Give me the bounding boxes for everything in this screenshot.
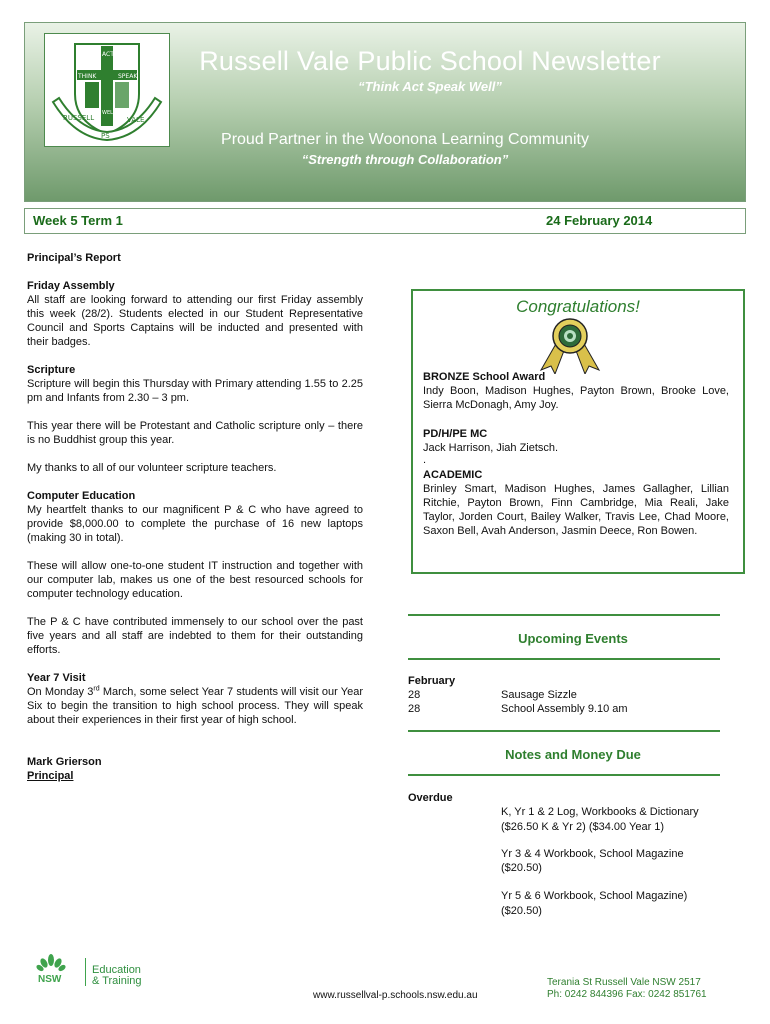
friday-assembly-heading: Friday Assembly (27, 280, 115, 292)
overdue-label: Overdue (408, 792, 453, 804)
overdue-item: K, Yr 1 & 2 Log, Workbooks & Dictionary (501, 806, 699, 818)
event-name: School Assembly 9.10 am (501, 703, 628, 715)
scripture-thanks: My thanks to all of our volunteer scripture teachers. (27, 462, 277, 474)
crest-word-speak: SPEAK (118, 73, 138, 80)
year7-visit-heading: Year 7 Visit (27, 672, 86, 684)
scripture-heading: Scripture (27, 364, 76, 376)
address-line: Terania St Russell Vale NSW 2517 (547, 977, 701, 988)
events-month: February (408, 675, 456, 687)
bronze-award-heading: BRONZE School Award (423, 371, 546, 383)
crest-word-think: THINK (78, 73, 97, 80)
partner-line: Proud Partner in the Woonona Learning Community (221, 131, 589, 148)
issue-date: 24 February 2014 (546, 213, 653, 228)
events-rule-bottom (408, 658, 720, 660)
overdue-item: Yr 3 & 4 Workbook, School Magazine (501, 848, 684, 860)
school-website-link[interactable]: www.russellval-p.schools.nsw.edu.au (313, 990, 478, 1001)
event-name: Sausage Sizzle (501, 689, 577, 701)
overdue-item-amount: ($20.50) (501, 905, 542, 917)
crest-word-act: ACT (102, 51, 114, 58)
signer-title: Principal (27, 770, 74, 782)
crest-word-well: WELL (102, 110, 116, 116)
overdue-item: Yr 5 & 6 Workbook, School Magazine) (501, 890, 688, 902)
computer-education-text: My heartfelt thanks to our magnificent P & C who have agreed to provide $8,000.00 to complete the purchase of 16 new laptops (making 30 in total). (27, 504, 363, 544)
crest-word-russell: RUSSELL (63, 114, 95, 122)
events-rule-top (408, 614, 720, 616)
notes-rule-top (408, 730, 720, 732)
academic-names: Brinley Smart, Madison Hughes, James Gallagher, Lillian Ritchie, Payton Brown, Finn Cambridge, Mia Reali, Jake Taylor, Jorden Court, Bailey Walker, Travis Lee, Chad Moore, Saxon Bell, Avah Anderson, Jasmin Deece, Ron Bowen. (423, 483, 729, 537)
signer-name: Mark Grierson (27, 756, 102, 768)
phone-fax-line: Ph: 0242 844396 Fax: 0242 851761 (547, 989, 707, 1000)
nsw-wordmark: NSW (38, 974, 62, 985)
bronze-award-names: Indy Boon, Madison Hughes, Payton Brown, Brooke Love, Sierra McDonagh, Amy Joy. (423, 385, 729, 411)
computer-education-heading: Computer Education (27, 490, 136, 502)
event-day: 28 (408, 689, 421, 701)
scripture-text-2: This year there will be Protestant and Catholic scripture only – there is no Buddhist group this year. (27, 420, 363, 446)
notes-rule-bottom (408, 774, 720, 776)
congratulations-title: Congratulations! (516, 297, 640, 316)
week-label: Week 5 Term 1 (33, 213, 123, 228)
upcoming-events-heading: Upcoming Events (518, 631, 628, 646)
overdue-item-amount: ($26.50 K & Yr 2) ($34.00 Year 1) (501, 821, 665, 833)
pdhpe-dot: . (423, 454, 427, 466)
scripture-text: Scripture will begin this Thursday with Primary attending 1.55 to 2.25 pm and Infants from 2.30 – 3 pm. (27, 378, 363, 404)
pdhpe-heading: PD/H/PE MC (423, 428, 488, 440)
school-crest (44, 33, 170, 147)
crest-word-vale: VALE (127, 116, 145, 124)
pdhpe-names: Jack Harrison, Jiah Zietsch. (423, 442, 559, 454)
education-training-text: Education & Training (92, 964, 142, 987)
school-motto: “Think Act Speak Well” (358, 79, 502, 94)
overdue-item-amount: ($20.50) (501, 862, 542, 874)
year7-visit-text: On Monday 3rd March, some select Year 7 students will visit our Year Six to begin the transition to high school process. They will speak about their experiences in their first year of high school. (27, 685, 364, 726)
award-ribbon-icon (535, 318, 605, 374)
crest-word-ps: PS (101, 132, 110, 140)
friday-assembly-text: All staff are looking forward to attending our first Friday assembly this week (28/2). Students elected in our Student Representative Council and Sports Captains will be inducted and presented with their badges. (27, 294, 363, 348)
event-day: 28 (408, 703, 421, 715)
principals-report-heading: Principal’s Report (27, 252, 121, 264)
notes-money-due-heading: Notes and Money Due (505, 747, 641, 762)
academic-heading: ACADEMIC (423, 469, 483, 481)
newsletter-title: Russell Vale Public School Newsletter (199, 46, 661, 76)
computer-education-text-3: The P & C have contributed immensely to our school over the past five years and all staff are indebted to them for their outstanding efforts. (27, 616, 363, 656)
computer-education-text-2: These will allow one-to-one student IT instruction and together with our computer lab, makes us one of the best resourced schools for computer technology education. (27, 560, 363, 600)
strength-line: “Strength through Collaboration” (301, 152, 509, 167)
school-address (547, 977, 707, 1001)
